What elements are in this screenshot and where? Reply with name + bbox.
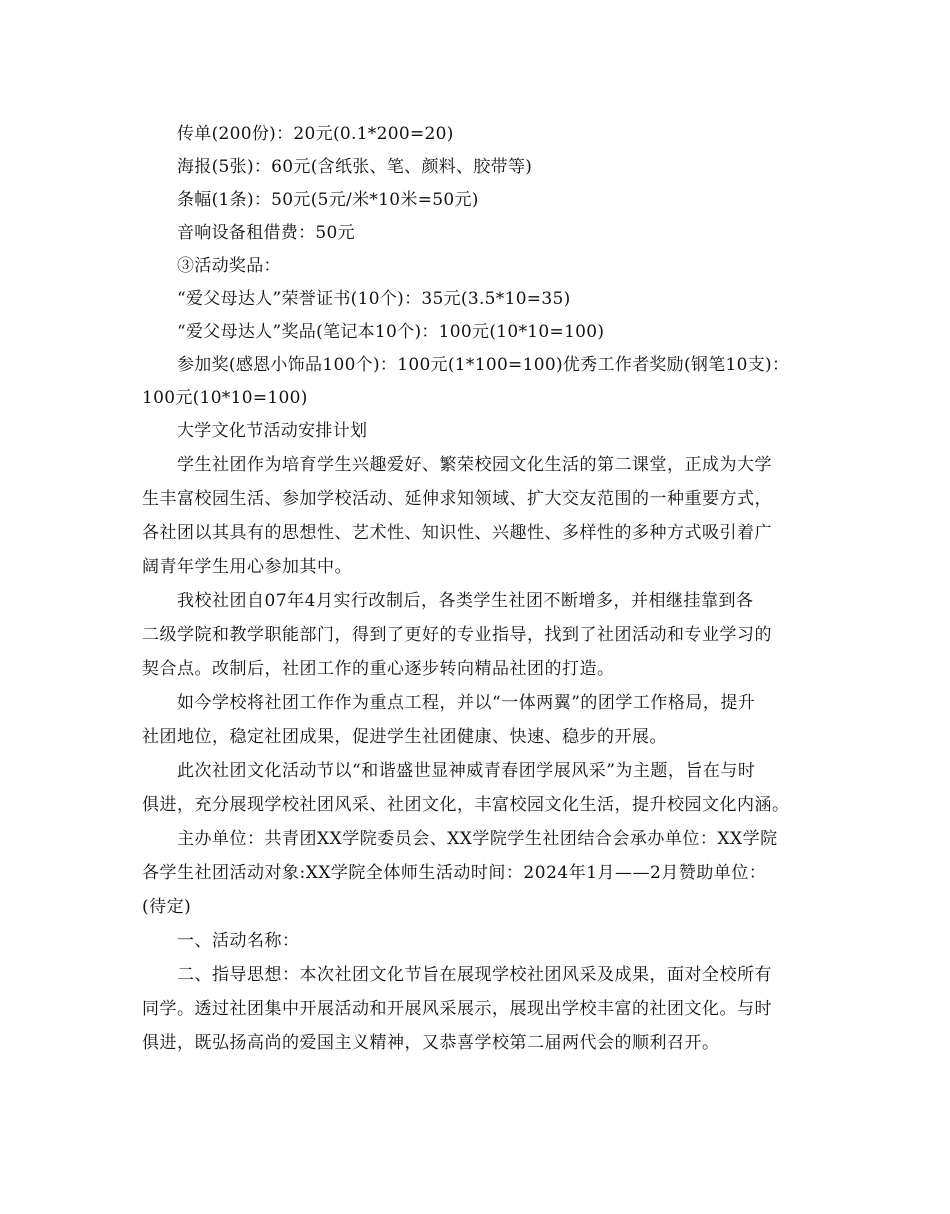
paragraph-line: 俱进，既弘扬高尚的爱国主义精神，又恭喜学校第二届两代会的顺利召开。 xyxy=(142,1033,720,1053)
paragraph-line: 同学。透过社团集中开展活动和开展风采展示，展现出学校丰富的社团文化。与时 xyxy=(142,999,772,1019)
paragraph-line: 我校社团自07年4月实行改制后，各类学生社团不断增多，并相继挂靠到各 xyxy=(177,591,754,611)
paragraph-line: 主办单位：共青团XX学院委员会、XX学院学生社团结合会承办单位：XX学院 xyxy=(177,829,778,849)
paragraph-line: 生丰富校园生活、参加学校活动、延伸求知领域、扩大交友范围的一种重要方式， xyxy=(142,489,772,509)
section-title: 大学文化节活动安排计划 xyxy=(177,421,368,441)
paragraph-line: 二、指导思想：本次社团文化节旨在展现学校社团风采及成果，面对全校所有 xyxy=(177,965,772,985)
paragraph-line: 如今学校将社团工作作为重点工程，并以“一体两翼”的团学工作格局，提升 xyxy=(177,693,756,713)
prize-line-notebook: “爱父母达人”奖品(笔记本10个)：100元(10*10=100) xyxy=(177,322,605,342)
paragraph-line: 俱进，充分展现学校社团风采、社团文化，丰富校园文化生活，提升校园文化内涵。 xyxy=(142,795,790,815)
paragraph-line: 阔青年学生用心参加其中。 xyxy=(142,557,352,577)
prize-line-certificate: “爱父母达人”荣誉证书(10个)：35元(3.5*10=35) xyxy=(177,289,571,309)
paragraph-line: 各社团以其具有的思想性、艺术性、知识性、兴趣性、多样性的多种方式吸引着广 xyxy=(142,523,772,543)
budget-line-banner: 条幅(1条)：50元(5元/米*10米=50元) xyxy=(177,190,479,210)
budget-line-flyers: 传单(200份)：20元(0.1*200=20) xyxy=(177,124,454,144)
prize-line-participation-cont: 100元(10*10=100) xyxy=(142,388,308,408)
budget-line-audio: 音响设备租借费：50元 xyxy=(177,223,355,243)
document-body xyxy=(142,118,807,1060)
prize-line-participation: 参加奖(感恩小饰品100个)：100元(1*100=100)优秀工作者奖励(钢笔10支)： xyxy=(177,355,790,375)
paragraph-line: 契合点。改制后，社团工作的重心逐步转向精品社团的打造。 xyxy=(142,659,615,679)
prizes-heading: ③活动奖品： xyxy=(177,256,281,276)
paragraph-line: (待定) xyxy=(142,897,192,917)
budget-line-posters: 海报(5张)：60元(含纸张、笔、颜料、胶带等) xyxy=(177,157,533,177)
paragraph-line: 此次社团文化活动节以“和谐盛世显神威青春团学展风采”为主题，旨在与时 xyxy=(177,761,756,781)
paragraph-line: 各学生社团活动对象:XX学院全体师生活动时间：2024年1月——2月赞助单位： xyxy=(142,863,767,883)
paragraph-line: 社团地位，稳定社团成果，促进学生社团健康、快速、稳步的开展。 xyxy=(142,727,667,747)
activity-name-heading: 一、活动名称： xyxy=(177,931,300,951)
paragraph-line: 二级学院和教学职能部门，得到了更好的专业指导，找到了社团活动和专业学习的 xyxy=(142,625,772,645)
paragraph-line: 学生社团作为培育学生兴趣爱好、繁荣校园文化生活的第二课堂，正成为大学 xyxy=(177,455,772,475)
